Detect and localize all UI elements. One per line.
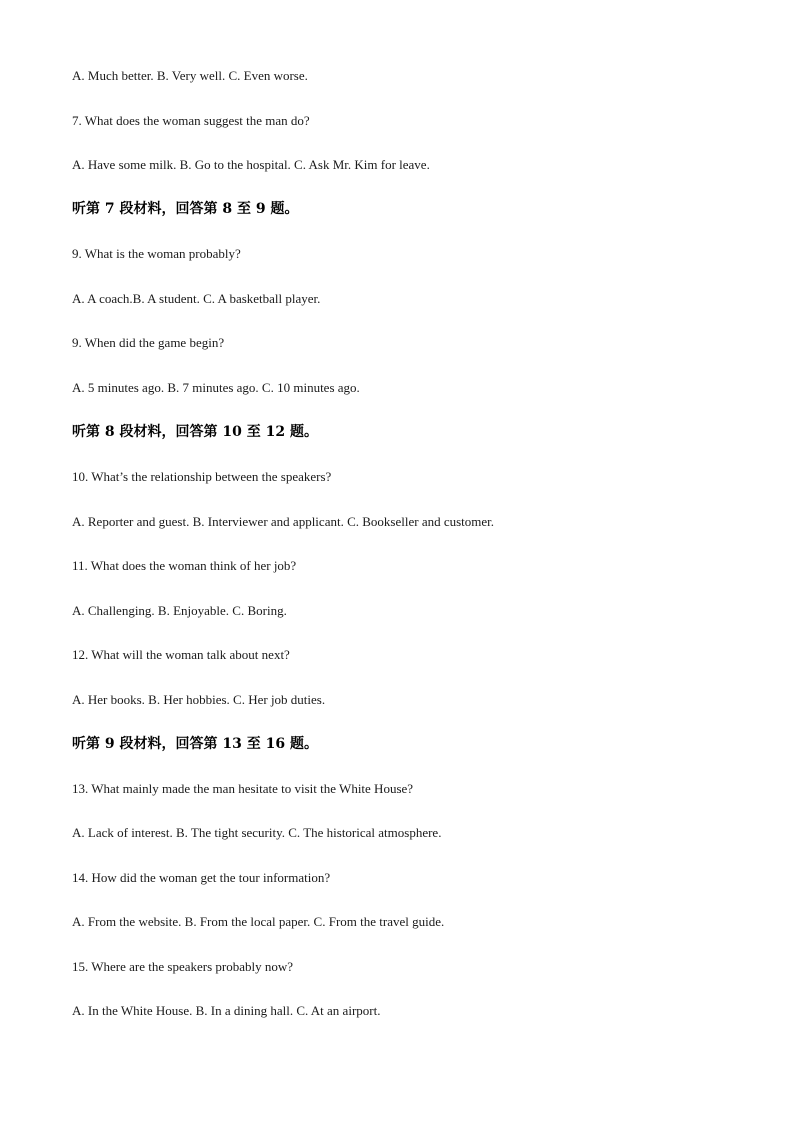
question-9: 9. When did the game begin? <box>72 335 225 350</box>
question-8: 9. What is the woman probably? <box>72 246 241 261</box>
section-heading-passage-9: 听第 9 段材料，回答第 13 至 16 题。 <box>72 736 318 752</box>
answer-options-9: A. 5 minutes ago. B. 7 minutes ago. C. 10 minutes ago. <box>72 380 360 395</box>
question-7: 7. What does the woman suggest the man do? <box>72 113 310 128</box>
answer-options-10: A. Reporter and guest. B. Interviewer and applicant. C. Bookseller and customer. <box>72 514 495 529</box>
section-heading-passage-7: 听第 7 段材料，回答第 8 至 9 题。 <box>72 201 299 217</box>
question-15: 15. Where are the speakers probably now? <box>72 959 294 974</box>
answer-options-14: A. From the website. B. From the local paper. C. From the travel guide. <box>72 914 445 929</box>
answer-options-15: A. In the White House. B. In a dining hall. C. At an airport. <box>72 1003 381 1018</box>
answer-options-13: A. Lack of interest. B. The tight security. C. The historical atmosphere. <box>72 825 442 840</box>
question-13: 13. What mainly made the man hesitate to visit the White House? <box>72 781 414 796</box>
answer-options-7: A. Have some milk. B. Go to the hospital. C. Ask Mr. Kim for leave. <box>72 157 430 172</box>
question-14: 14. How did the woman get the tour information? <box>72 870 331 885</box>
answer-options-6: A. Much better. B. Very well. C. Even worse. <box>72 68 308 83</box>
question-10: 10. What’s the relationship between the speakers? <box>72 469 332 484</box>
question-11: 11. What does the woman think of her job? <box>72 558 297 573</box>
question-12: 12. What will the woman talk about next? <box>72 647 290 662</box>
section-heading-passage-8: 听第 8 段材料，回答第 10 至 12 题。 <box>72 424 318 440</box>
answer-options-11: A. Challenging. B. Enjoyable. C. Boring. <box>72 603 287 618</box>
answer-options-12: A. Her books. B. Her hobbies. C. Her job duties. <box>72 692 326 707</box>
answer-options-8: A. A coach.B. A student. C. A basketball player. <box>72 291 321 306</box>
